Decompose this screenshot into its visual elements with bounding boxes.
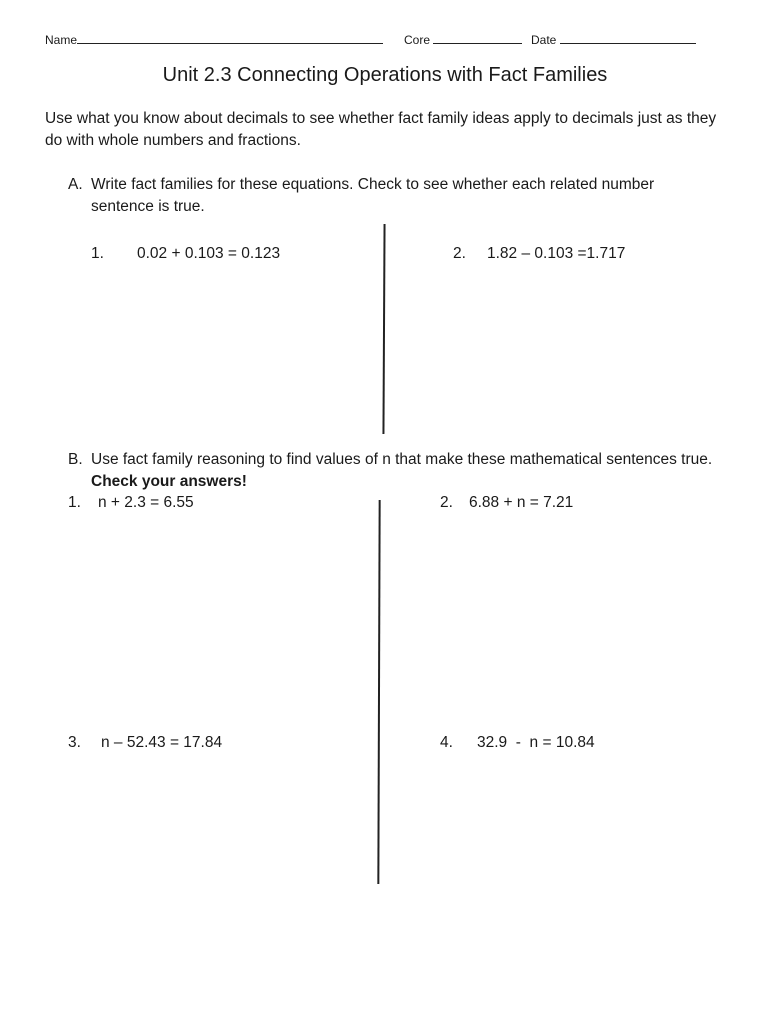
name-blank (77, 31, 383, 44)
date-field[interactable] (531, 31, 696, 47)
section-b-divider (377, 500, 380, 884)
section-a-instruction: Write fact families for these equations. Check to see whether each related number sentence is true. (91, 176, 655, 215)
section-a-problem-1-equation: 0.02 + 0.103 = 0.123 (137, 245, 281, 262)
section-a-marker: A. (68, 176, 83, 193)
section-b-problem-2-equation: 6.88 + n = 7.21 (469, 494, 574, 511)
section-a-problem-2-equation: 1.82 – 0.103 =1.717 (487, 245, 626, 262)
core-blank (433, 31, 522, 44)
section-b-problem-1-number: 1. (68, 494, 81, 511)
section-b-problem-2-number: 2. (440, 494, 453, 511)
section-b-problem-1-equation: n + 2.3 = 6.55 (98, 494, 194, 511)
core-label: Core (404, 33, 431, 47)
intro-paragraph: Use what you know about decimals to see whether fact family ideas apply to decimals just as they do with whole numbers and fractions. (45, 110, 717, 149)
date-blank (560, 31, 696, 44)
section-a-problem-2-number: 2. (453, 245, 466, 262)
section-b-problem-3-number: 3. (68, 734, 81, 751)
core-field[interactable] (404, 31, 522, 47)
section-a-problem-1-number: 1. (91, 245, 104, 262)
section-b-problem-4-equation: 32.9 - n = 10.84 (477, 734, 595, 751)
section-b-marker: B. (68, 451, 83, 468)
section-b-problem-3-equation: n – 52.43 = 17.84 (101, 734, 223, 751)
name-field[interactable] (45, 31, 383, 47)
date-label: Date (531, 33, 557, 47)
section-b-problem-4-number: 4. (440, 734, 453, 751)
name-label: Name (45, 33, 78, 47)
section-b-instruction (91, 449, 721, 493)
page-title: Unit 2.3 Connecting Operations with Fact Families (162, 64, 608, 86)
section-a-divider (382, 224, 385, 434)
section-b-instruction-text: Use fact family reasoning to find values of n that make these mathematical sentences true. (91, 451, 713, 468)
section-b-instruction-bold: Check your answers! (91, 473, 247, 490)
